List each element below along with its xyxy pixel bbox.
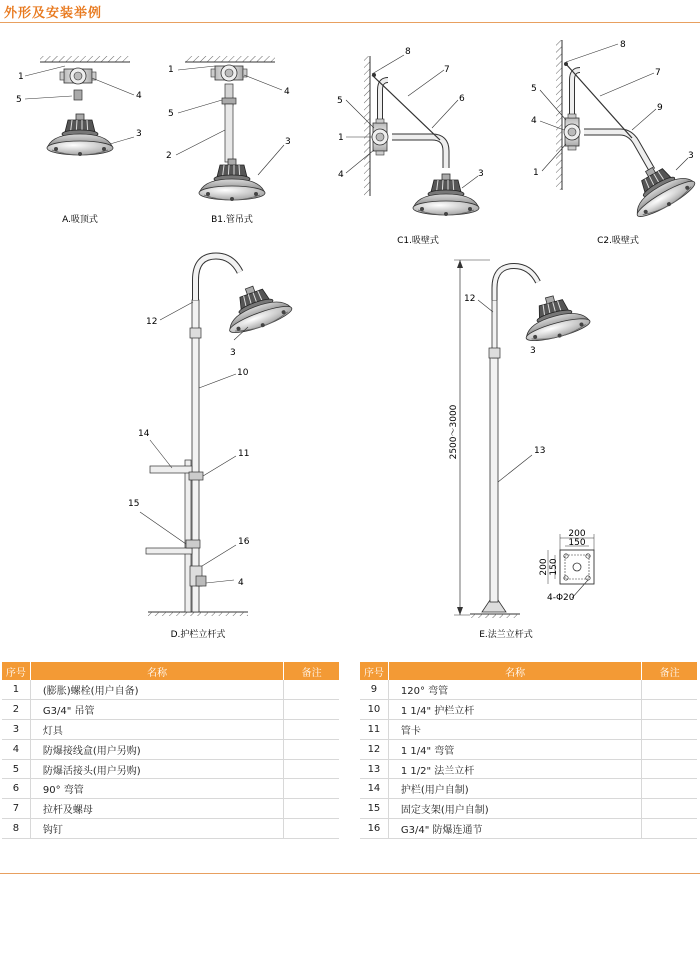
figure-c2-wall-mount [531, 40, 699, 246]
callout-5: 5 [168, 109, 174, 119]
callout-1: 1 [18, 72, 24, 82]
table-row [360, 680, 697, 699]
row-name: 护栏(用户自制) [388, 779, 641, 799]
row-name: 灯具 [30, 719, 283, 739]
holes-label: 4-Φ20 [547, 593, 575, 603]
caption-a: A.吸顶式 [62, 215, 98, 225]
row-name: 90° 弯管 [30, 779, 283, 799]
row-no: 7 [2, 799, 30, 819]
figure-c1-wall-mount [337, 47, 484, 246]
row-remark [284, 719, 339, 739]
row-name: 1 1/2" 法兰立杆 [388, 759, 641, 779]
callout-4: 4 [531, 116, 537, 126]
row-name: G3/4" 吊管 [30, 699, 283, 719]
caption-b1: B1.管吊式 [211, 215, 253, 225]
table-row [360, 779, 697, 799]
table-row [2, 680, 339, 699]
callout-6: 6 [459, 94, 465, 104]
callout-4: 4 [284, 87, 290, 97]
callout-13: 13 [534, 446, 546, 456]
callout-12: 12 [464, 294, 476, 304]
table-header-row [360, 662, 697, 680]
plate-width-outer: 200 [568, 529, 586, 539]
row-remark [284, 680, 339, 699]
row-remark [642, 739, 697, 759]
row-name: 拉杆及螺母 [30, 799, 283, 819]
callout-5: 5 [531, 84, 537, 94]
plate-width-inner: 150 [568, 538, 586, 548]
callout-15: 15 [128, 499, 140, 509]
figure-d-guardrail-pole [128, 256, 294, 640]
row-no: 6 [2, 779, 30, 799]
row-no: 15 [360, 799, 388, 819]
height-dimension-label: 2500～3000 [449, 404, 459, 460]
header-remark: 备注 [284, 662, 339, 680]
row-no: 4 [2, 739, 30, 759]
caption-e: E.法兰立杆式 [479, 630, 533, 640]
callout-8: 8 [405, 47, 411, 57]
row-remark [642, 680, 697, 699]
callout-7: 7 [655, 68, 661, 78]
callout-7: 7 [444, 65, 450, 75]
row-no: 13 [360, 759, 388, 779]
row-name: 防爆活接头(用户另购) [30, 759, 283, 779]
row-no: 14 [360, 779, 388, 799]
figure-a-ceiling-mount [16, 56, 142, 225]
table-header-row [2, 662, 339, 680]
table-row [2, 799, 339, 819]
row-name: 管卡 [388, 719, 641, 739]
page-title: 外形及安装举例 [4, 6, 103, 21]
table-row [2, 739, 339, 759]
row-remark [284, 759, 339, 779]
callout-3: 3 [688, 151, 694, 161]
row-remark [284, 739, 339, 759]
row-no: 2 [2, 699, 30, 719]
callout-5: 5 [337, 96, 343, 106]
row-name: G3/4" 防爆连通节 [388, 819, 641, 839]
callout-1: 1 [168, 65, 174, 75]
parts-table-right [360, 662, 697, 839]
row-no: 5 [2, 759, 30, 779]
callout-12: 12 [146, 317, 158, 327]
callout-11: 11 [238, 449, 250, 459]
row-name: 钩钉 [30, 819, 283, 839]
callout-3: 3 [136, 129, 142, 139]
table-row [360, 819, 697, 839]
table-row [360, 739, 697, 759]
row-name: 固定支架(用户自制) [388, 799, 641, 819]
bottom-divider [0, 873, 700, 874]
callout-2: 2 [166, 151, 172, 161]
table-row [360, 799, 697, 819]
table-row [2, 699, 339, 719]
caption-d: D.护栏立杆式 [170, 630, 226, 640]
callout-1: 1 [533, 168, 539, 178]
callout-8: 8 [620, 40, 626, 50]
row-name: 防爆接线盒(用户另购) [30, 739, 283, 759]
table-row [360, 759, 697, 779]
row-no: 8 [2, 819, 30, 839]
row-no: 3 [2, 719, 30, 739]
table-row [360, 719, 697, 739]
row-no: 10 [360, 699, 388, 719]
figure-e-flange-pole [449, 260, 594, 640]
row-remark [642, 799, 697, 819]
table-row [2, 719, 339, 739]
row-no: 12 [360, 739, 388, 759]
row-remark [642, 779, 697, 799]
callout-10: 10 [237, 368, 249, 378]
row-name: (膨胀)螺栓(用户自备) [30, 680, 283, 699]
header-no: 序号 [360, 662, 388, 680]
table-row [2, 759, 339, 779]
callout-3: 3 [530, 346, 536, 356]
row-remark [642, 699, 697, 719]
header-no: 序号 [2, 662, 30, 680]
plate-height-inner: 150 [549, 558, 559, 576]
callout-4: 4 [238, 578, 244, 588]
callout-9: 9 [657, 103, 663, 113]
callout-1: 1 [338, 133, 344, 143]
row-remark [642, 719, 697, 739]
row-remark [642, 819, 697, 839]
header-name: 名称 [388, 662, 641, 680]
callout-3: 3 [230, 348, 236, 358]
row-no: 11 [360, 719, 388, 739]
callout-4: 4 [338, 170, 344, 180]
table-row [2, 819, 339, 839]
row-remark [284, 699, 339, 719]
row-remark [284, 819, 339, 839]
callout-14: 14 [138, 429, 150, 439]
row-name: 1 1/4" 护栏立杆 [388, 699, 641, 719]
callout-16: 16 [238, 537, 250, 547]
parts-table-left [2, 662, 339, 839]
figure-b1-pendant-tube [166, 56, 291, 225]
callout-3: 3 [478, 169, 484, 179]
row-remark [642, 759, 697, 779]
callout-4: 4 [136, 91, 142, 101]
row-no: 9 [360, 680, 388, 699]
table-row [2, 779, 339, 799]
row-no: 16 [360, 819, 388, 839]
caption-c1: C1.吸壁式 [397, 236, 439, 246]
table-row [360, 699, 697, 719]
callout-3: 3 [285, 137, 291, 147]
header-name: 名称 [30, 662, 283, 680]
row-remark [284, 799, 339, 819]
callout-5: 5 [16, 95, 22, 105]
header-remark: 备注 [642, 662, 697, 680]
row-name: 120° 弯管 [388, 680, 641, 699]
plate-height-outer: 200 [539, 558, 549, 576]
row-no: 1 [2, 680, 30, 699]
row-remark [284, 779, 339, 799]
caption-c2: C2.吸壁式 [597, 236, 639, 246]
row-name: 1 1/4" 弯管 [388, 739, 641, 759]
